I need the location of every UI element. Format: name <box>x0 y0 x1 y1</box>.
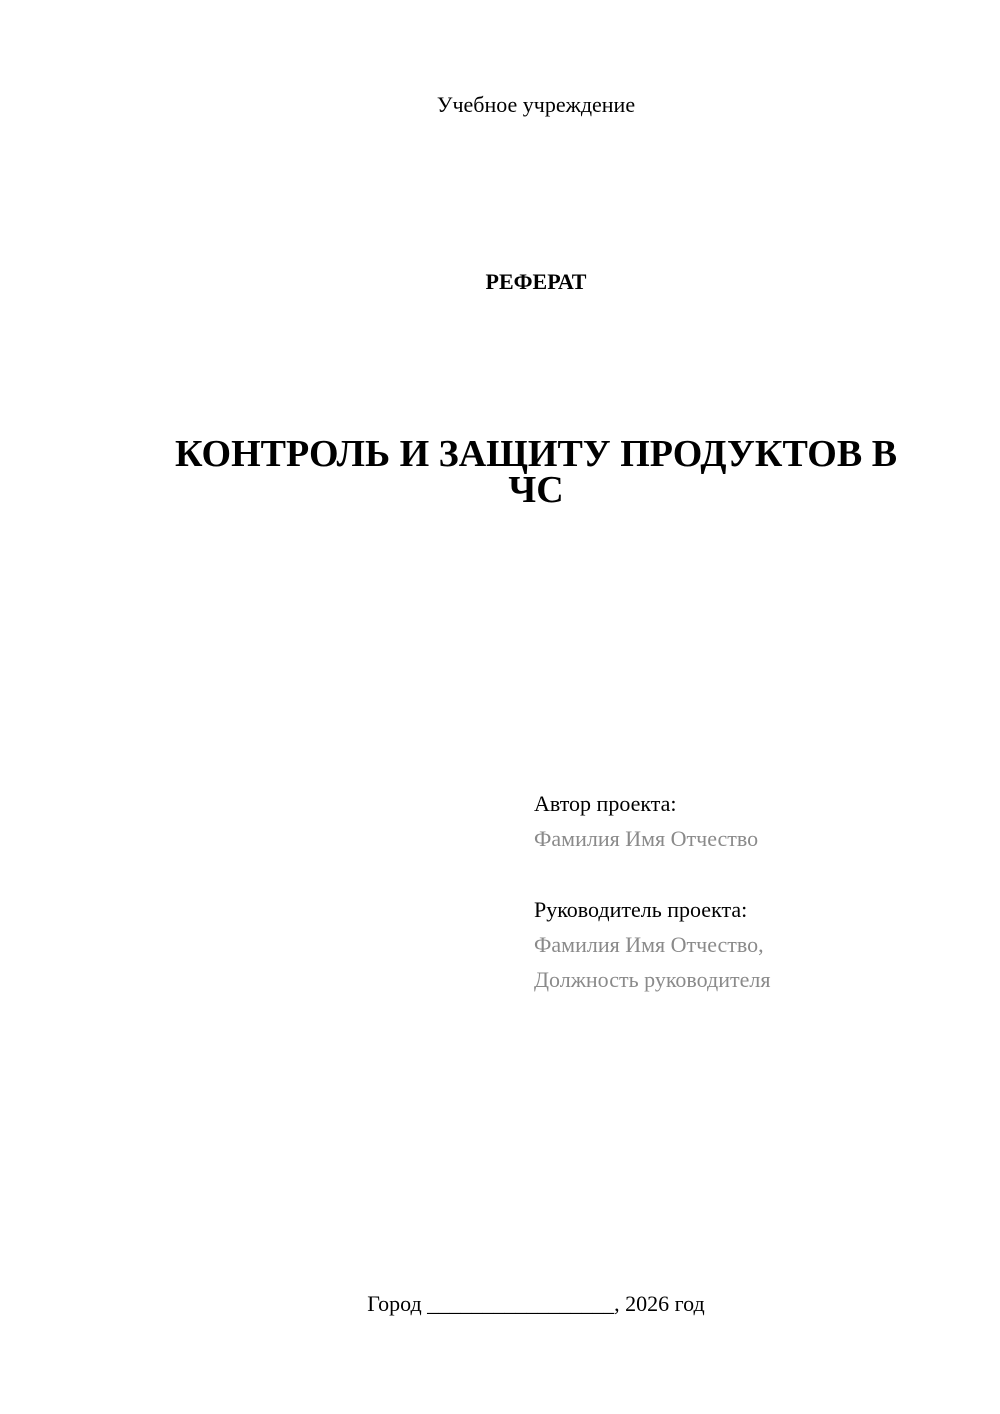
supervisor-name: Фамилия Имя Отчество, <box>534 932 764 957</box>
author-label: Автор проекта: <box>534 791 677 816</box>
supervisor-label: Руководитель проекта: <box>534 897 748 922</box>
author-name: Фамилия Имя Отчество <box>534 826 759 851</box>
supervisor-position: Должность руководителя <box>534 967 771 992</box>
document-title: КОНТРОЛЬ И ЗАЩИТУ ПРОДУКТОВ В ЧС <box>174 433 898 511</box>
institution-name: Учебное учреждение <box>436 92 636 117</box>
credits-block <box>534 786 974 997</box>
document-type: РЕФЕРАТ <box>485 269 587 294</box>
credits-spacer <box>534 856 974 892</box>
city-year-line: Город _________________, 2026 год <box>367 1291 705 1316</box>
